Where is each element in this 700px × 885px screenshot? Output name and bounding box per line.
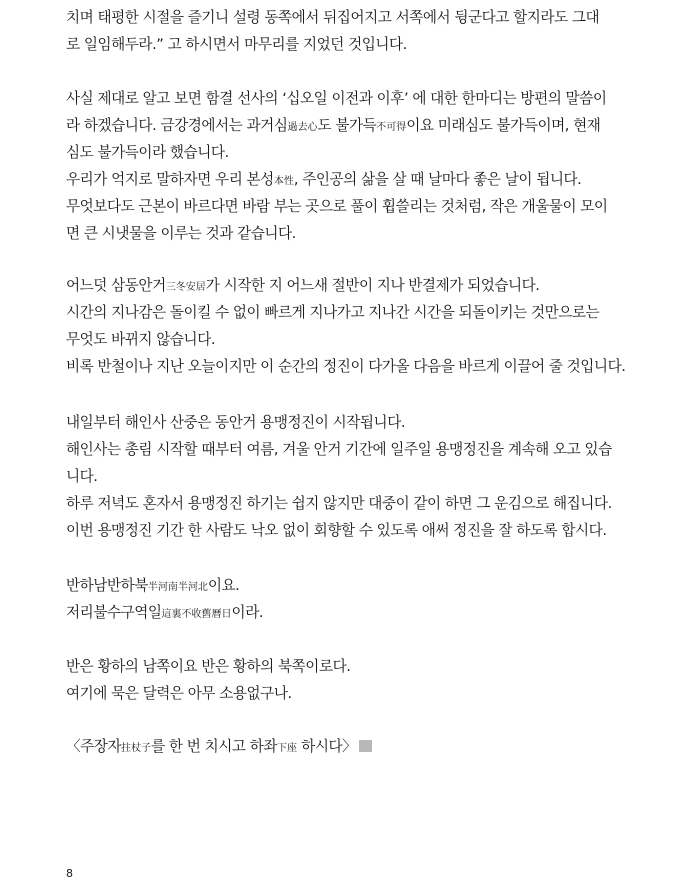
text-line xyxy=(66,35,407,55)
text-segment: 여기에 묵은 달력은 아무 소용없구나. xyxy=(66,685,292,702)
text-segment: 무엇도 바뀌지 않습니다. xyxy=(66,331,216,348)
text-segment: 심도 불가득이라 했습니다. xyxy=(66,144,229,161)
text-line xyxy=(66,357,625,377)
hanja-annotation: 下座 xyxy=(277,743,298,754)
text-segment: 시간의 지나감은 돌이킬 수 없이 빠르게 지나가고 지나간 시간을 되돌이키는 것만으로는 xyxy=(66,304,600,321)
text-line xyxy=(66,197,608,217)
hanja-annotation: 拄杖子 xyxy=(121,743,152,754)
text-segment: 해인사는 총림 시작할 때부터 여름, 겨울 안거 기간에 일주일 용맹정진을 계속해 오고 있습 xyxy=(66,441,612,458)
text-line xyxy=(66,657,350,677)
text-line xyxy=(66,684,292,704)
text-segment: 저리불수구역일 xyxy=(66,604,162,621)
text-segment: 이번 용맹정진 기간 한 사람도 낙오 없이 회향할 수 있도록 애써 정진을 잘 하도록 합시다. xyxy=(66,522,607,539)
text-segment: 반하남반하북 xyxy=(66,577,148,594)
text-segment: , 주인공의 삶을 살 때 날마다 좋은 날이 됩니다. xyxy=(293,171,582,188)
text-line xyxy=(66,224,296,244)
text-line xyxy=(66,276,540,298)
text-line xyxy=(66,143,229,163)
text-line xyxy=(66,170,581,192)
hanja-annotation: 不可得 xyxy=(376,122,407,133)
hanja-annotation: 三冬安居 xyxy=(165,282,206,293)
hanja-annotation: 本性 xyxy=(273,176,294,187)
text-segment: 치며 태평한 시절을 즐기니 설령 동쪽에서 뒤집어지고 서쪽에서 뒹군다고 할지라도 그대 xyxy=(66,9,600,26)
page-number: 8 xyxy=(66,867,73,880)
text-segment: 우리가 억지로 말하자면 우리 본성 xyxy=(66,171,274,188)
text-line xyxy=(66,603,263,625)
text-line xyxy=(66,494,612,514)
hanja-annotation: 半河南半河北 xyxy=(147,582,208,593)
hanja-annotation: 過去心 xyxy=(287,122,318,133)
text-line xyxy=(66,116,600,138)
text-segment: 반은 황하의 남쪽이요 반은 황하의 북쪽이로다. xyxy=(66,658,351,675)
text-segment: 비록 반철이나 지난 오늘이지만 이 순간의 정진이 다가올 다음을 바르게 이끌어 줄 것입니다. xyxy=(66,358,626,375)
text-line xyxy=(66,576,239,598)
text-segment: 이요 미래심도 불가득이며, 현재 xyxy=(406,117,601,134)
hanja-annotation: 這裏不收舊曆日 xyxy=(161,609,232,620)
text-segment: 니다. xyxy=(66,468,98,485)
text-segment: 로 일임해두라.” 고 하시면서 마무리를 지었던 것입니다. xyxy=(66,36,407,53)
text-line xyxy=(66,737,372,759)
text-segment: 면 큰 시냇물을 이루는 것과 같습니다. xyxy=(66,225,296,242)
text-line xyxy=(66,413,405,433)
text-segment: 라 하겠습니다. 금강경에서는 과거심 xyxy=(66,117,288,134)
end-mark-icon xyxy=(359,740,372,752)
text-segment: 이라. xyxy=(231,604,264,621)
text-line xyxy=(66,89,607,109)
text-segment: 가 시작한 지 어느새 절반이 지나 반결제가 되었습니다. xyxy=(205,277,540,294)
text-segment: 를 한 번 치시고 하좌 xyxy=(151,738,278,755)
text-segment: 하시다〉 xyxy=(297,738,357,755)
text-segment: 〈주장자 xyxy=(66,738,122,755)
text-segment: 도 불가득 xyxy=(317,117,377,134)
text-line xyxy=(66,303,599,323)
text-line xyxy=(66,330,215,350)
text-line xyxy=(66,8,599,28)
text-segment: 이요. xyxy=(207,577,240,594)
text-segment: 어느덧 삼동안거 xyxy=(66,277,166,294)
text-segment: 하루 저녁도 혼자서 용맹정진 하기는 쉽지 않지만 대중이 같이 하면 그 운김으로 해집니다. xyxy=(66,495,612,512)
text-segment: 내일부터 해인사 산중은 동안거 용맹정진이 시작됩니다. xyxy=(66,414,406,431)
text-segment: 무엇보다도 근본이 바르다면 바람 부는 곳으로 풀이 휩쓸리는 것처럼, 작은 개울물이 모이 xyxy=(66,198,608,215)
text-segment: 사실 제대로 알고 보면 함결 선사의 ‘십오일 이전과 이후’ 에 대한 한마디는 방편의 말씀이 xyxy=(66,90,607,107)
text-line xyxy=(66,521,607,541)
text-line xyxy=(66,467,97,487)
text-line xyxy=(66,440,612,460)
